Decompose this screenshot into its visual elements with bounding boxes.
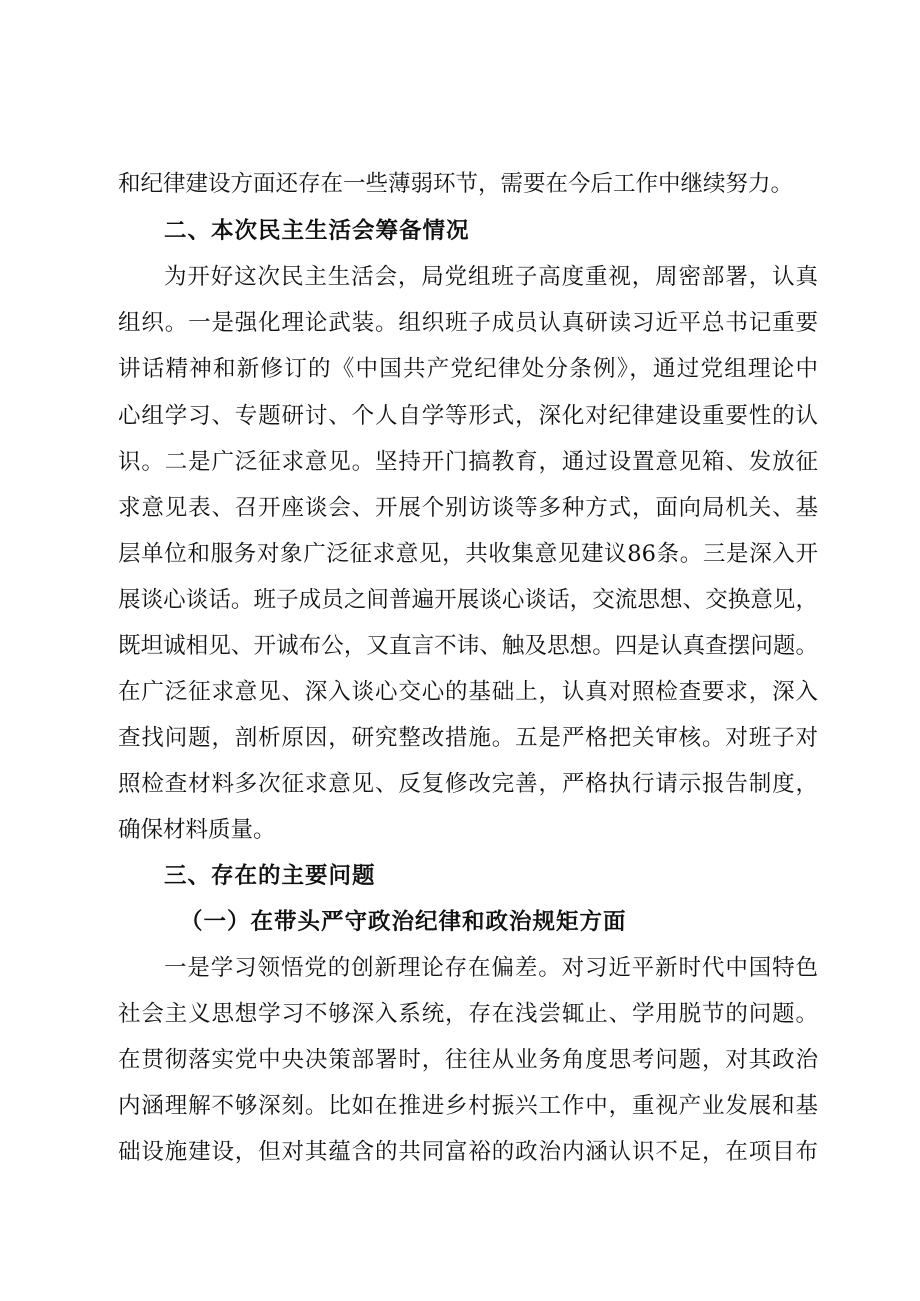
paragraph-line: 求意见表、召开座谈会、开展个别访谈等多种方式，面向局机关、基 [118,495,818,521]
paragraph-line: 识。二是广泛征求意见。坚持开门搞教育，通过设置意见箱、发放征 [118,449,818,475]
paragraph-line: 一是学习领悟党的创新理论存在偏差。对习近平新时代中国特色 [164,955,818,981]
paragraph-line: 内涵理解不够深刻。比如在推进乡村振兴工作中，重视产业发展和基 [118,1093,818,1119]
paragraph-line: 社会主义思想学习不够深入系统，存在浅尝辄止、学用脱节的问题。 [118,1001,818,1027]
paragraph-line: 既坦诚相见、开诚布公，又直言不讳、触及思想。四是认真查摆问题。 [118,633,818,659]
paragraph-line: 展谈心谈话。班子成员之间普遍开展谈心谈话，交流思想、交换意见， [118,587,818,613]
paragraph-line: 为开好这次民主生活会，局党组班子高度重视，周密部署，认真 [164,264,818,290]
paragraph-line: 和纪律建设方面还存在一些薄弱环节，需要在今后工作中继续努力。 [118,171,794,197]
paragraph-line: 在广泛征求意见、深入谈心交心的基础上，认真对照检查要求，深入 [118,679,818,705]
section-heading: 二、本次民主生活会筹备情况 [164,218,470,244]
subsection-heading: （一）在带头严守政治纪律和政治规矩方面 [180,909,627,935]
paragraph-line: 在贯彻落实党中央决策部署时，往往从业务角度思考问题，对其政治 [118,1047,818,1073]
paragraph-line: 组织。一是强化理论武装。组织班子成员认真研读习近平总书记重要 [118,310,818,336]
section-heading: 三、存在的主要问题 [164,863,376,889]
paragraph-line: 础设施建设，但对其蕴含的共同富裕的政治内涵认识不足，在项目布 [118,1139,818,1165]
paragraph-line: 心组学习、专题研讨、个人自学等形式，深化对纪律建设重要性的认 [118,403,818,429]
paragraph-line: 查找问题，剖析原因，研究整改措施。五是严格把关审核。对班子对 [118,725,818,751]
paragraph-line: 照检查材料多次征求意见、反复修改完善，严格执行请示报告制度， [118,771,818,797]
paragraph-line: 讲话精神和新修订的《中国共产党纪律处分条例》，通过党组理论中 [118,356,818,382]
paragraph-line: 确保材料质量。 [118,817,276,843]
paragraph-line: 层单位和服务对象广泛征求意见，共收集意见建议86条。三是深入开 [118,541,818,567]
